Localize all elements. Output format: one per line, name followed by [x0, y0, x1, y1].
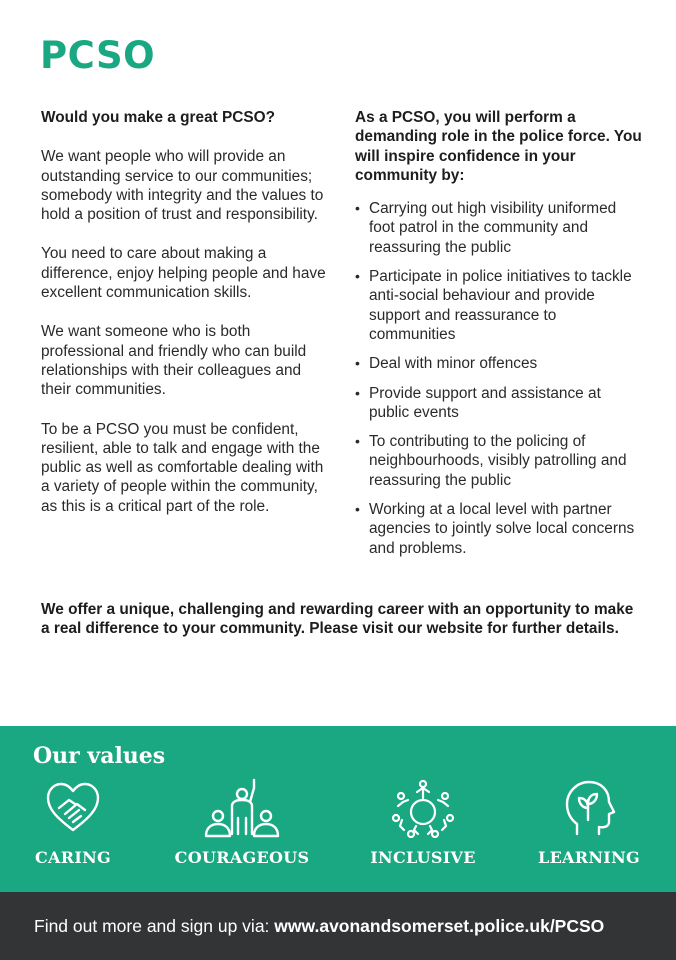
value-label: COURAGEOUS: [174, 848, 310, 867]
list-item-text: Working at a local level with partner agencies to jointly solve local concerns and problems.: [369, 501, 635, 557]
left-paragraph: We want people who will provide an outstanding service to our communities; somebody with integrity and the values to hold a position of trust and responsibility.: [41, 148, 324, 224]
list-item: [355, 199, 645, 257]
raised-hand-group-icon: [202, 778, 282, 838]
values-title: Our values: [33, 743, 166, 769]
bullet-icon: •: [355, 355, 360, 372]
value-courageous: [167, 778, 317, 867]
footer-bar: [0, 892, 676, 960]
right-heading: As a PCSO, you will perform a demanding role in the police force. You will inspire confidence in your community by:: [355, 109, 642, 184]
right-column: [355, 108, 645, 568]
list-item: [355, 354, 645, 373]
left-heading: Would you make a great PCSO?: [41, 109, 276, 126]
bullet-icon: •: [355, 501, 360, 518]
value-learning: [514, 778, 664, 867]
value-caring: [0, 778, 148, 867]
bullet-icon: •: [355, 200, 360, 217]
handshake-heart-icon: [43, 778, 103, 838]
values-band: [0, 726, 676, 892]
left-paragraph: You need to care about making a difference, enjoy helping people and have excellent communication skills.: [41, 245, 326, 302]
list-item: [355, 267, 645, 344]
list-item: [355, 384, 645, 423]
value-label: CARING: [34, 848, 112, 867]
left-paragraph: To be a PCSO you must be confident, resilient, able to talk and engage with the public as well as comfortable dealing with a variety of people within the community, as this is a critical part of the role.: [41, 420, 324, 515]
page-title: PCSO: [40, 34, 156, 77]
left-paragraph: We want someone who is both professional and friendly who can build relationships with their colleagues and their communities.: [41, 323, 307, 399]
list-item: [355, 432, 645, 490]
list-item-text: Carrying out high visibility uniformed foot patrol in the community and reassuring the public: [369, 200, 617, 256]
footer-prefix: Find out more and sign up via:: [34, 916, 275, 936]
people-circle-icon: [388, 778, 458, 838]
bullet-icon: •: [355, 268, 360, 285]
list-item: [355, 500, 645, 558]
list-item-text: Provide support and assistance at public events: [369, 384, 601, 421]
bullet-icon: •: [355, 433, 360, 450]
value-label: LEARNING: [538, 848, 640, 867]
value-inclusive: [348, 778, 498, 867]
bullet-icon: •: [355, 384, 360, 401]
value-label: INCLUSIVE: [370, 848, 476, 867]
head-sprout-icon: [559, 778, 619, 838]
list-item-text: To contributing to the policing of neighbourhoods, visibly patrolling and reassuring the public: [369, 433, 627, 489]
list-item-text: Participate in police initiatives to tackle anti-social behaviour and provide support and reassurance to communities: [369, 268, 632, 343]
list-item-text: Deal with minor offences: [369, 355, 538, 373]
left-column: [41, 108, 331, 516]
website-link[interactable]: www.avonandsomerset.police.uk/PCSO: [274, 916, 605, 936]
closing-statement: We offer a unique, challenging and rewarding career with an opportunity to make a real difference to your community. Please visit our website for further details.: [41, 601, 634, 638]
duties-list: [355, 199, 645, 558]
